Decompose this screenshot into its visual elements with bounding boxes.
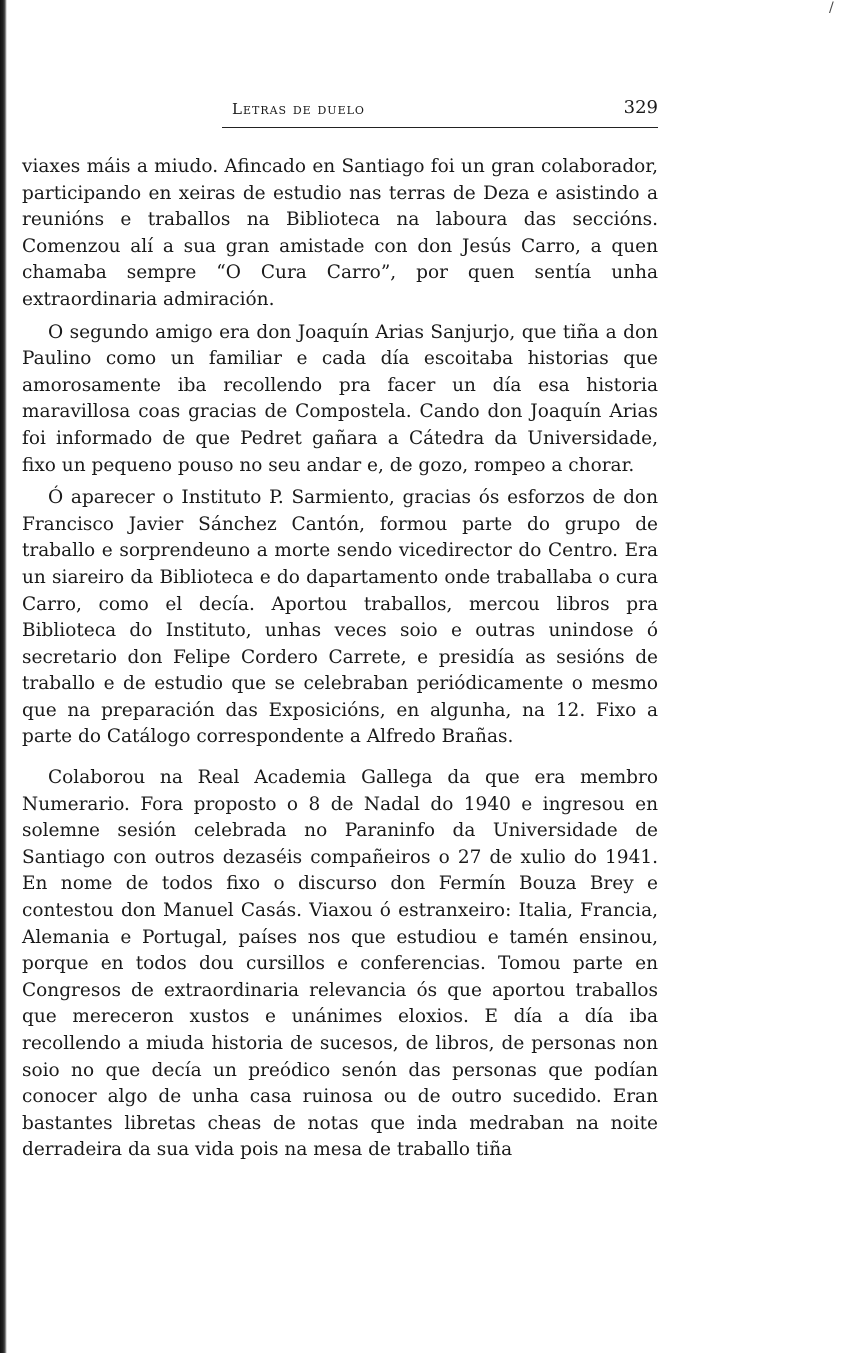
paragraph-2: O segundo amigo era don Joaquín Arias Sanjurjo, que tiña a don Paulino como un familiar e cada día escoitaba historias que amorosamente iba recollendo pra facer un día esa historia maravillosa coas gracias de Compostela. Cando don Joaquín Arias foi informado de que Pedret gañara a Cátedra da Universidade, fixo un pequeno pouso no seu andar e, de gozo, rompeo a chorar. xyxy=(22,321,658,476)
page-binding-edge xyxy=(0,0,7,1353)
corner-mark: / xyxy=(829,0,834,16)
body-text xyxy=(22,154,658,1170)
paragraph-4: Colaborou na Real Academia Gallega da que era membro Numerario. Fora proposto o 8 de Nadal do 1940 e ingresou en solemne sesión celebrada no Paraninfo da Universidade de Santiago con outros dezaséis compañeiros o 27 de xulio do 1941. En nome de todos fixo o discurso don Fermín Bouza Brey e contestou don Manuel Casás. Viaxou ó estranxeiro: Italia, Francia, Alemania e Portugal, países nos que estudiou e tamén ensinou, porque en todos dou cursillos e conferencias. Tomou parte en Congresos de extraordinaria relevancia ós que aportou traballos que mereceron xustos e unánimes eloxios. E día a día iba recollendo a miuda historia de sucesos, de libros, de personas non soio no que decía un preódico senón das personas que podían conocer algo de unha casa ruinosa ou de outro sucedido. Eran bastantes libretas cheas de notas que inda medraban na noite derradeira da sua vida pois na mesa de traballo tiña xyxy=(22,767,658,1161)
page-number: 329 xyxy=(623,97,658,118)
paragraph-1: viaxes máis a miudo. Afincado en Santiago foi un gran colaborador, participando en xeiras de estudio nas terras de Deza e asistindo a reunións e traballos na Biblioteca na laboura das seccións. Comenzou alí a sua gran amistade con don Jesús Carro, a quen chamaba sempre “O Cura Carro”, por quen sentía unha extraordinaria admiración. xyxy=(22,156,658,310)
header-rule xyxy=(222,127,658,128)
running-title: Letras de duelo xyxy=(232,100,365,118)
page-header xyxy=(222,96,658,124)
paragraph-3: Ó aparecer o Instituto P. Sarmiento, gracias ós esforzos de don Francisco Javier Sánchez Cantón, formou parte do grupo de traballo e sorprendeuno a morte sendo vicedirector do Centro. Era un siareiro da Biblioteca e do dapartamento onde traballaba o cura Carro, como el decía. Aportou traballos, mercou libros pra Biblioteca do Instituto, unhas veces soio e outras unindose ó secretario don Felipe Cordero Carrete, e presidía as sesións de traballo e de estudio que se celebraban periódicamente o mesmo que na preparación das Exposicións, en algunha, na 12. Fixo a parte do Catálogo correspondente a Alfredo Brañas. xyxy=(22,487,658,748)
